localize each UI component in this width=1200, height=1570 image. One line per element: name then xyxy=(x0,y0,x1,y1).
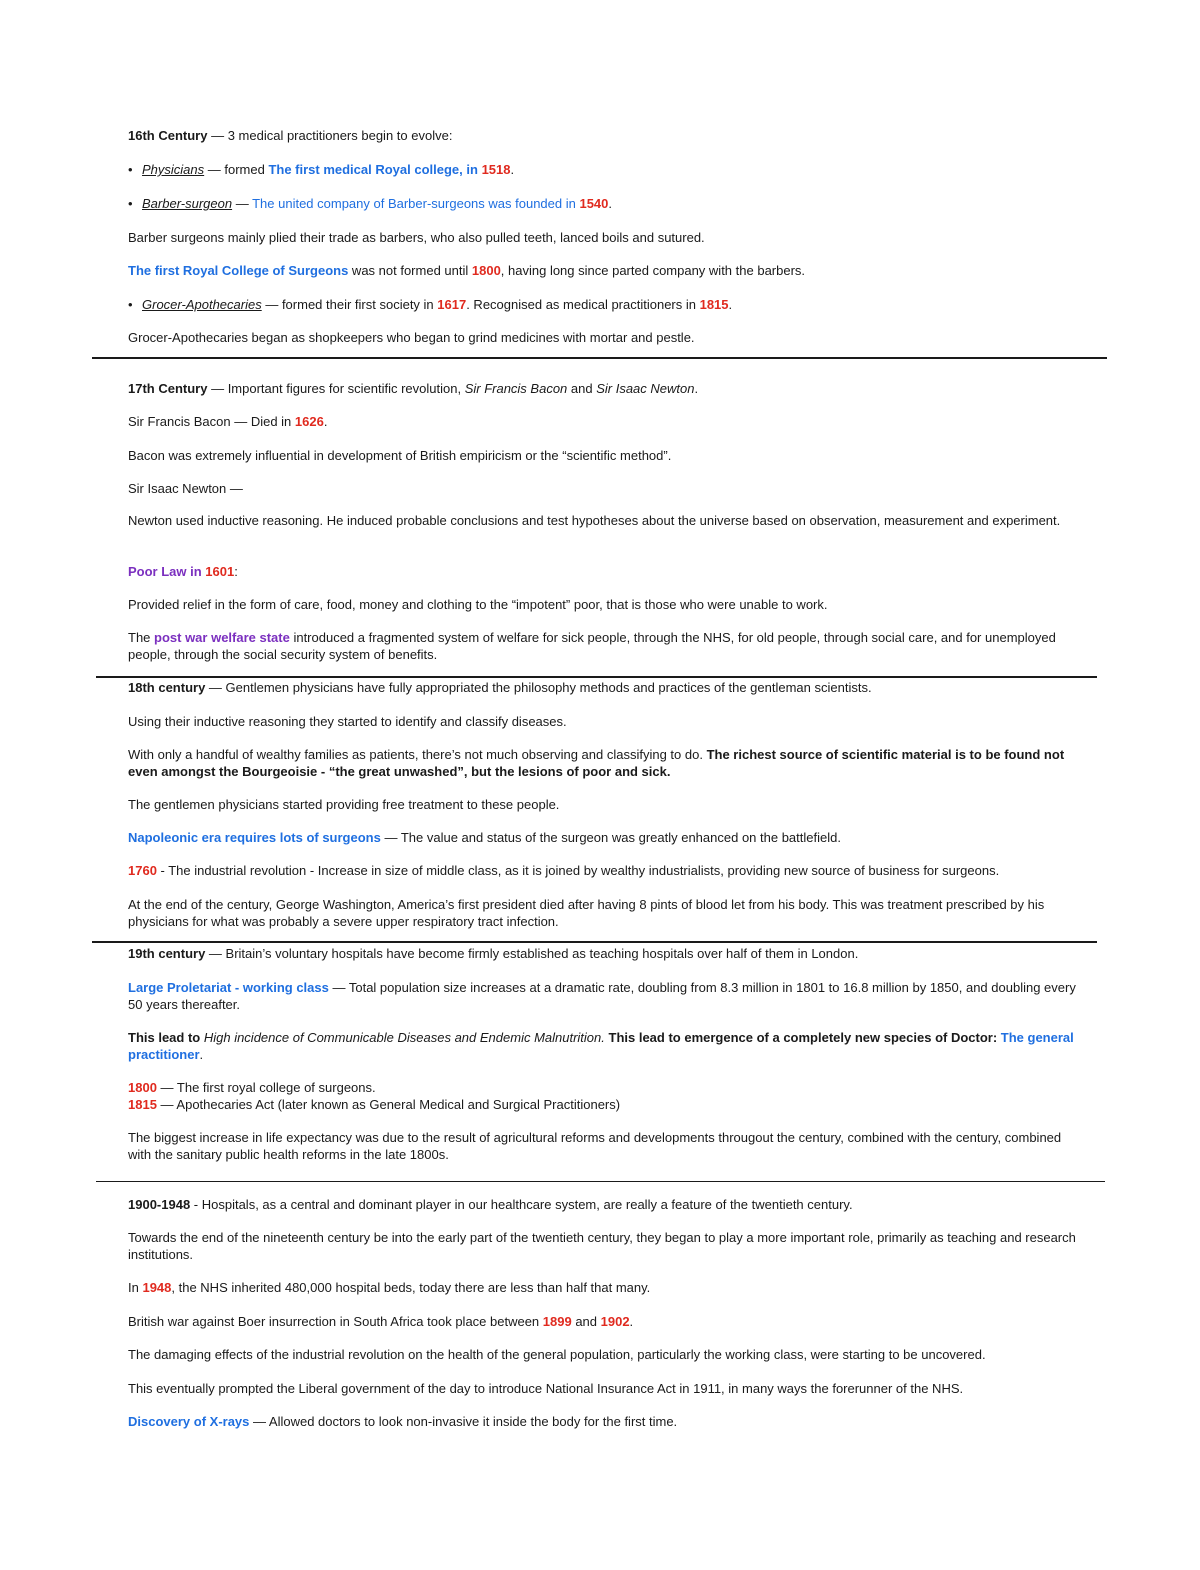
s17-poor-law-text: Provided relief in the form of care, food, money and clothing to the “impotent” poor, that is those who were unable to work. xyxy=(128,597,828,612)
s19-heading: 19th century — Britain’s voluntary hospitals have become firmly established as teaching hospitals over half of them in London. xyxy=(128,946,859,961)
s18-free-treatment: The gentlemen physicians started providing free treatment to these people. xyxy=(128,797,560,812)
s18-heading: 18th century — Gentlemen physicians have fully appropriated the philosophy methods and practices of the gentleman scientists. xyxy=(128,680,872,695)
s20-nhs-beds: In 1948, the NHS inherited 480,000 hospital beds, today there are less than half that many. xyxy=(128,1280,651,1295)
section-divider xyxy=(96,676,1097,678)
s20-boer-war: British war against Boer insurrection in South Africa took place between 1899 and 1902. xyxy=(128,1314,634,1329)
s18-classify: Using their inductive reasoning they started to identify and classify diseases. xyxy=(128,714,567,729)
s19-1800: 1800 — The first royal college of surgeons. xyxy=(128,1080,376,1095)
s16-barber-text: Barber surgeons mainly plied their trade as barbers, who also pulled teeth, lanced boils and sutured. xyxy=(128,230,705,245)
s17-poor-law: Poor Law in 1601: xyxy=(128,564,238,579)
s19-life-expectancy: The biggest increase in life expectancy was due to the result of agricultural reforms and developments througout the century, combined with the century, combined with the sanitary public health reforms in the late 1800s. xyxy=(128,1130,1062,1162)
s17-newton-text: Newton used inductive reasoning. He induced probable conclusions and test hypotheses about the universe based on observation, measurement and experiment. xyxy=(128,513,1061,528)
s18-washington: At the end of the century, George Washington, America’s first president died after having 8 pints of blood let from his body. This was treatment prescribed by his physicians for what was probably a severe upper respiratory tract infection. xyxy=(128,897,1045,929)
s19-communicable-diseases: This lead to High incidence of Communicable Diseases and Endemic Malnutrition. This lead to emergence of a completely new species of Doctor: The general practitioner. xyxy=(128,1030,1074,1062)
s20-x-rays: Discovery of X-rays — Allowed doctors to look non-invasive it inside the body for the first time. xyxy=(128,1414,678,1429)
s18-wealthy-families: With only a handful of wealthy families as patients, there’s not much observing and classifying to do. The richest source of scientific material is to be found not even amongst the Bourgeoisie - “the great unwashed”, but the lesions of poor and sick. xyxy=(128,747,1065,779)
s19-proletariat: Large Proletariat - working class — Total population size increases at a dramatic rate, doubling from 8.3 million in 1801 to 16.8 million by 1850, and doubling every 50 years thereafter. xyxy=(128,980,1076,1012)
section-divider xyxy=(96,1181,1105,1182)
s20-insurance-act: This eventually prompted the Liberal government of the day to introduce National Insurance Act in 1911, in many ways the forerunner of the NHS. xyxy=(128,1381,964,1396)
s16-grocer-apothecaries: • Grocer-Apothecaries — formed their first society in 1617. Recognised as medical practitioners in 1815. xyxy=(128,297,733,312)
s16-royal-college: The first Royal College of Surgeons was not formed until 1800, having long since parted company with the barbers. xyxy=(128,263,806,278)
s17-welfare-state: The post war welfare state introduced a fragmented system of welfare for sick people, through the NHS, for old people, through social care, and for unemployed people, through the social security system of benefits. xyxy=(128,630,1056,662)
s17-newton: Sir Isaac Newton — xyxy=(128,481,243,496)
s20-damaging-effects: The damaging effects of the industrial revolution on the health of the general population, particularly the working class, were starting to be uncovered. xyxy=(128,1347,986,1362)
s19-1815: 1815 — Apothecaries Act (later known as General Medical and Surgical Practitioners) xyxy=(128,1097,621,1112)
s16-grocer-text: Grocer-Apothecaries began as shopkeepers who began to grind medicines with mortar and pestle. xyxy=(128,330,695,345)
s17-bacon-text: Bacon was extremely influential in development of British empiricism or the “scientific method”. xyxy=(128,448,672,463)
s16-barber-surgeon: • Barber-surgeon — The united company of Barber-surgeons was founded in 1540. xyxy=(128,196,613,211)
s20-heading: 1900-1948 - Hospitals, as a central and dominant player in our healthcare system, are really a feature of the twentieth century. xyxy=(128,1197,853,1212)
s16-physicians: • Physicians — formed The first medical Royal college, in 1518. xyxy=(128,162,515,177)
section-divider xyxy=(92,357,1107,359)
s17-bacon: Sir Francis Bacon — Died in 1626. xyxy=(128,414,328,429)
s18-napoleonic: Napoleonic era requires lots of surgeons — The value and status of the surgeon was greatly enhanced on the battlefield. xyxy=(128,830,841,845)
section-divider xyxy=(92,941,1097,943)
s20-teaching: Towards the end of the nineteenth century be into the early part of the twentieth century, they began to play a more important role, primarily as teaching and research institutions. xyxy=(128,1230,1076,1262)
s16-heading: 16th Century — 3 medical practitioners begin to evolve: xyxy=(128,128,453,143)
s17-heading: 17th Century — Important figures for scientific revolution, Sir Francis Bacon and Sir Isaac Newton. xyxy=(128,381,699,396)
s18-industrial-revolution: 1760 - The industrial revolution - Increase in size of middle class, as it is joined by wealthy industrialists, providing new source of business for surgeons. xyxy=(128,863,1000,878)
